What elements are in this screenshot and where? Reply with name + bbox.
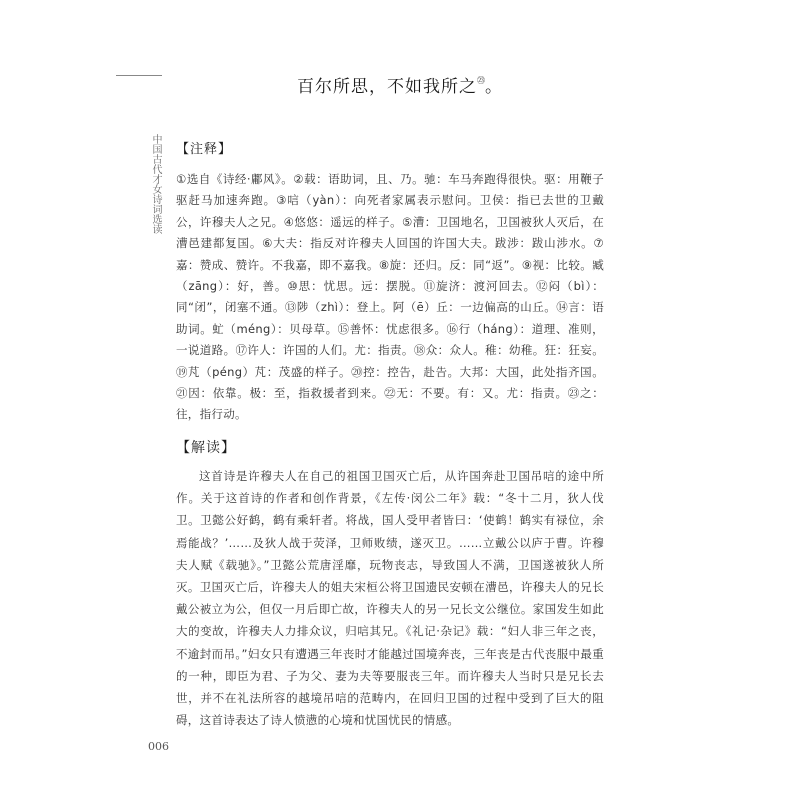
page-number: 006 [148, 740, 169, 753]
poem-line-punct: 。 [485, 77, 503, 97]
reading-heading: 【解读】 [176, 440, 236, 456]
notes-body: ①选自《诗经·鄘风》。②载：语助词，且、乃。驰：车马奔跑得很快。驱：用鞭子驱赶马加速奔跑。③唁（yàn）：向死者家属表示慰问。卫侯：指已去世的卫戴公，许穆夫人之兄。④悠悠：遥远的样子。⑤漕：卫国地名，卫国被狄人灭后，在漕邑建都复国。⑥大夫：指反对许穆夫人回国的许国大夫。跋涉：跋山涉水。⑦嘉：赞成、赞许。不我嘉，即不嘉我。⑧旋：还归。反：同“返”。⑨视：比较。臧（zāng）：好，善。⑩思：忧思。远：摆脱。⑪旋济：渡河回去。⑫闷（bì）：同“闭”，闭塞不通。⑬陟（zhì）：登上。阿（ē）丘：一边偏高的山丘。⑭言：语助词。虻（méng）：贝母草。⑮善怀：忧虑很多。⑯行（háng）：道理、准则，一说道路。⑰许人：许国的人们。尤：指责。⑱众：众人。稚：幼稚。狂：狂妄。⑲芃（péng）芃：茂盛的样子。⑳控：控告，赴告。大邦：大国，此处指齐国。㉑因：依靠。极：至，指救援者到来。㉒无：不要。有：又。尤：指责。㉓之：往，指行动。 [176, 172, 604, 422]
running-head: 中国古代才女诗词选读 [150, 134, 161, 234]
top-rule [116, 75, 162, 76]
poem-line-text: 百尔所思，不如我所之 [297, 77, 477, 97]
reading-body: 这首诗是许穆夫人在自己的祖国卫国灭亡后，从许国奔赴卫国吊唁的途中所作。关于这首诗的作者和创作背景，《左传·闵公二年》载：“冬十二月，狄人伐卫。卫懿公好鹤，鹤有乘轩者。将战，国人受甲者皆曰：‘使鹤！鹤实有禄位，余焉能战？’……及狄人战于荧泽，卫师败绩，遂灭卫。……立戴公以庐于曹。许穆夫人赋《载驰》。”卫懿公荒唐淫靡，玩物丧志，导致国人不满，卫国遂被狄人所灭。卫国灭亡后，许穆夫人的姐夫宋桓公将卫国遗民安顿在漕邑，许穆夫人的兄长戴公被立为公，但仅一月后即亡故，许穆夫人的另一兄长文公继位。家国发生如此大的变故，许穆夫人力排众议，归唁其兄。《礼记·杂记》载：“妇人非三年之丧，不逾封而吊。”妇女只有遭遇三年丧时才能越过国境奔丧，三年丧是古代丧服中最重的一种，即臣为君、子为父、妻为夫等要服丧三年。而许穆夫人当时只是兄长去世，并不在礼法所容的越境吊唁的范畴内，在回归卫国的过程中受到了巨大的阻碍，这首诗表达了诗人愤懑的心境和忧国忧民的情感。 [176, 469, 604, 728]
poem-line [200, 72, 600, 97]
notes-heading: 【注释】 [176, 142, 233, 157]
note-reference: ㉓ [477, 76, 485, 85]
